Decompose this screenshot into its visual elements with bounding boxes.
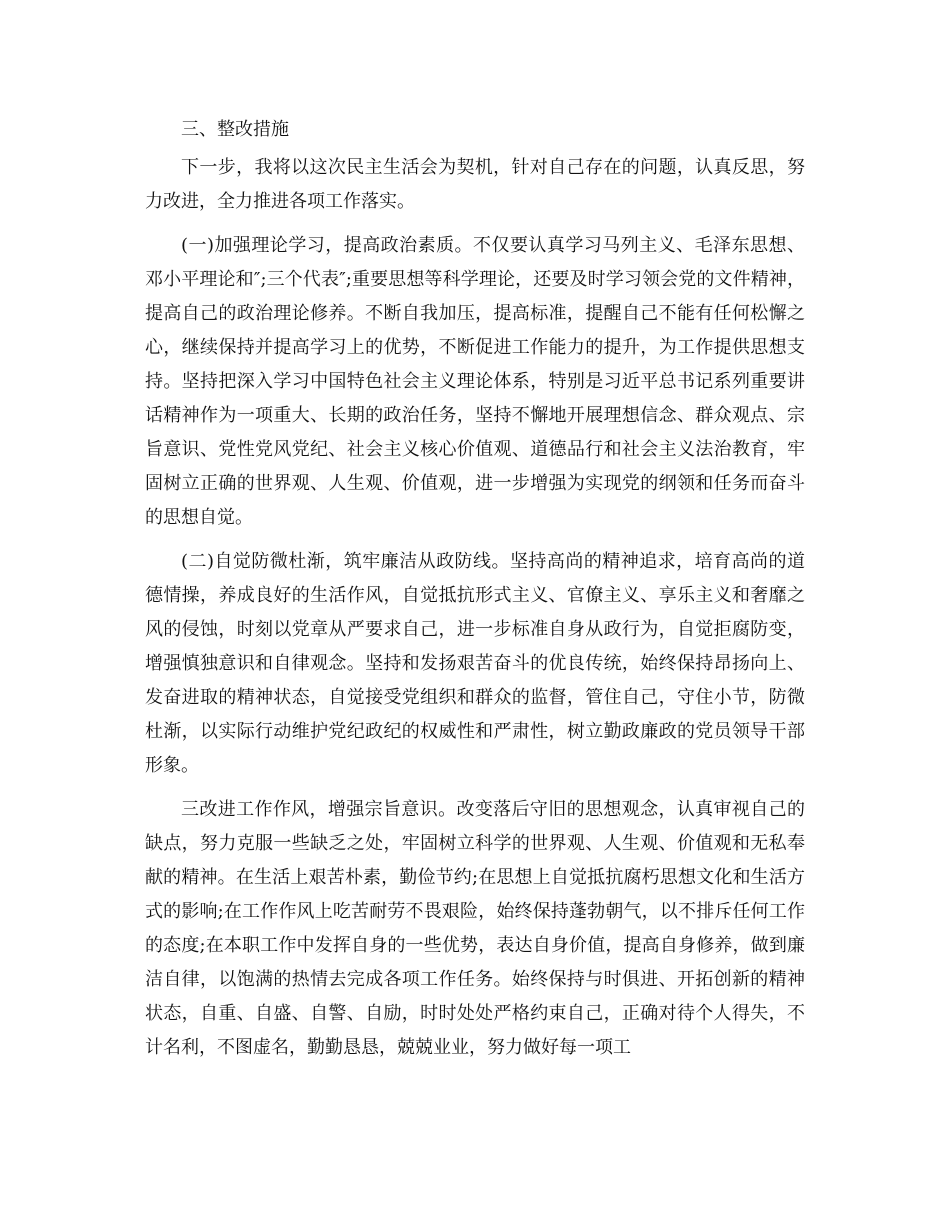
section-heading: 三、整改措施 [181,119,289,140]
paragraph-integrity: (二)自觉防微杜渐，筑牢廉洁从政防线。坚持高尚的精神追求，培育高尚的道德情操，养成良好的生活作风，自觉抵抗形式主义、官僚主义、享乐主义和奢靡之风的侵蚀，时刻以党章从严要求自己，进一步标准自身从政行为，自觉拒腐防变，增强慎独意识和自律观念。坚持和发扬艰苦奋斗的优良传统，始终保持昂扬向上、发奋进取的精神状态，自觉接受党组织和群众的监督，管住自己，守住小节，防微杜渐，以实际行动维护党纪政纪的权威性和严肃性，树立勤政廉政的党员领导干部形象。 [145,551,805,776]
paragraph-work-style: 三改进工作作风，增强宗旨意识。改变落后守旧的思想观念，认真审视自己的缺点，努力克服一些缺乏之处，牢固树立科学的世界观、人生观、价值观和无私奉献的精神。在生活上艰苦朴素，勤俭节约;在思想上自觉抵抗腐朽思想文化和生活方式的影响;在工作作风上吃苦耐劳不畏艰险，始终保持蓬勃朝气，以不排斥任何工作的态度;在本职工作中发挥自身的一些优势，表达自身价值，提高自身修养，做到廉洁自律，以饱满的热情去完成各项工作任务。始终保持与时俱进、开拓创新的精神状态，自重、自盛、自警、自励，时时处处严格约束自己，正确对待个人得失，不计名利，不图虚名，勤勤恳恳，兢兢业业，努力做好每一项工 [145,799,805,1058]
document-body [145,113,805,1065]
paragraph-theory-study: (一)加强理论学习，提高政治素质。不仅要认真学习马列主义、毛泽东思想、邓小平理论和″;三个代表″;重要思想等科学理论，还要及时学习领会党的文件精神，提高自己的政治理论修养。不断自我加压，提高标准，提醒自己不能有任何松懈之心，继续保持并提高学习上的优势，不断促进工作能力的提升，为工作提供思想支持。坚持把深入学习中国特色社会主义理论体系，特别是习近平总书记系列重要讲话精神作为一项重大、长期的政治任务，坚持不懈地开展理想信念、群众观点、宗旨意识、党性党风党纪、社会主义核心价值观、道德品行和社会主义法治教育，牢固树立正确的世界观、人生观、价值观，进一步增强为实现党的纲领和任务而奋斗的思想自觉。 [145,235,805,528]
paragraph-intro: 下一步，我将以这次民主生活会为契机，针对自己存在的问题，认真反思，努力改进，全力推进各项工作落实。 [145,157,805,212]
